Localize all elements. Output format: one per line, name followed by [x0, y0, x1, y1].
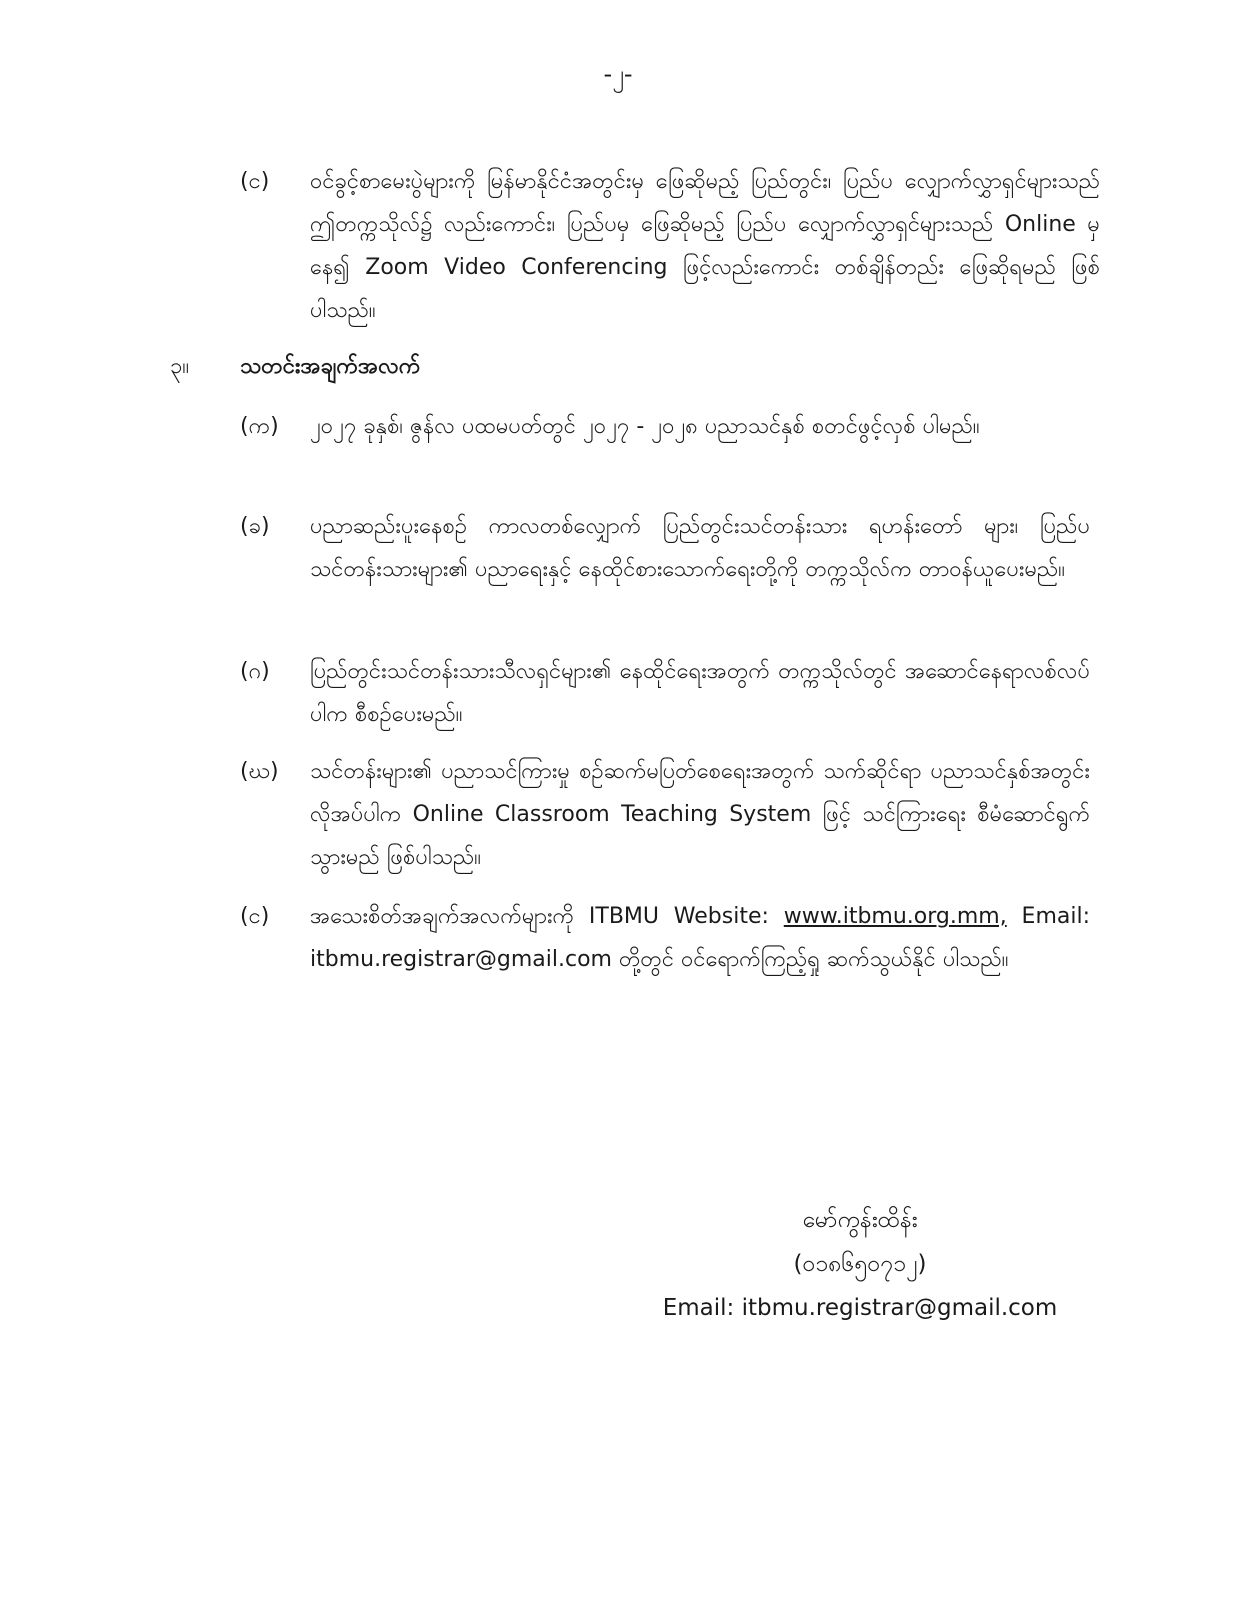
- paragraph-text: ဝင်ခွင့်စာမေးပွဲများကို မြန်မာနိုင်ငံအတွင်းမှ ဖြေဆိုမည့် ပြည်တွင်း၊ ပြည်ပ လျှောက်လွှာရှင်များသည် ဤတက္ကသိုလ်၌ လည်းကောင်း၊ ပြည်ပမှ ဖြေဆိုမည့် ပြည်ပ လျှောက်လွှာရှင်များသည် Online မှနေ၍ Zoom Video Conferencing ဖြင့်လည်းကောင်း တစ်ချိန်တည်း ဖြေဆိုရမည် ဖြစ်ပါသည်။: [310, 169, 1100, 323]
- paragraph-text: ပညာဆည်းပူးနေစဉ် ကာလတစ်လျှောက် ပြည်တွင်းသင်တန်းသား ရဟန်းတော် များ၊ ပြည်ပသင်တန်းသားများ၏ ပညာရေးနှင့် နေထိုင်စားသောက်ရေးတို့ကို တက္ကသိုလ်က တာဝန်ယူပေးမည်။: [310, 514, 1090, 582]
- paragraph-ka: [240, 405, 1090, 495]
- paragraph-text: ပြည်တွင်းသင်တန်းသားသီလရှင်များ၏ နေထိုင်ရေးအတွက် တက္ကသိုလ်တွင် အဆောင်နေရာလစ်လပ်ပါက စီစဉ်ပေးမည်။: [310, 659, 1090, 727]
- paragraph-ga: [240, 650, 1090, 740]
- paragraph-marker: (ဃ): [240, 759, 279, 784]
- paragraph-marker: (က): [240, 414, 279, 439]
- paragraph-text: [310, 895, 1090, 981]
- paragraph-top-c: [240, 160, 1100, 340]
- section-number: ၃။: [170, 354, 190, 379]
- section-title: သတင်းအချက်အလက်: [240, 354, 421, 379]
- signature-email: Email: itbmu.registrar@gmail.com: [662, 1295, 1058, 1321]
- paragraph-marker: (င): [240, 169, 270, 194]
- paragraph-marker: (င): [240, 904, 270, 929]
- website-link[interactable]: www.itbmu.org.mm,: [783, 904, 1007, 929]
- paragraph-marker: (ခ): [240, 514, 270, 539]
- paragraph-kha: [240, 505, 1090, 640]
- paragraph-text: ၂၀၂၇ ခုနှစ်၊ ဇွန်လ ပထမပတ်တွင် ၂၀၂၇ - ၂၀၂၈ ပညာသင်နှစ် စတင်ဖွင့်လှစ် ပါမည်။: [310, 414, 980, 439]
- paragraph-nga: [240, 895, 1090, 1030]
- page-number: -၂-: [603, 60, 633, 88]
- paragraph-text: သင်တန်းများ၏ ပညာသင်ကြားမှု စဉ်ဆက်မပြတ်စေရေးအတွက် သက်ဆိုင်ရာ ပညာသင်နှစ်အတွင်း လိုအပ်ပါက Online Classroom Teaching System ဖြင့် သင်ကြားရေး စီမံဆောင်ရွက်သွားမည် ဖြစ်ပါသည်။: [310, 759, 1090, 870]
- signature-block: [640, 1198, 1080, 1330]
- paragraph-gha: [240, 750, 1090, 885]
- paragraph-text-after: Email: itbmu.registrar@gmail.com တို့တွင် ဝင်ရောက်ကြည့်ရှု ဆက်သွယ်နိုင် ပါသည်။: [310, 904, 1090, 972]
- paragraph-text-before: အသေးစိတ်အချက်အလက်များကို ITBMU Website:: [310, 904, 784, 929]
- paragraph-marker: (ဂ): [240, 659, 270, 684]
- signature-title: မော်ကွန်းထိန်း: [802, 1207, 918, 1233]
- signature-phone: (၀၁၈၆၅၀၇၁၂): [793, 1251, 927, 1277]
